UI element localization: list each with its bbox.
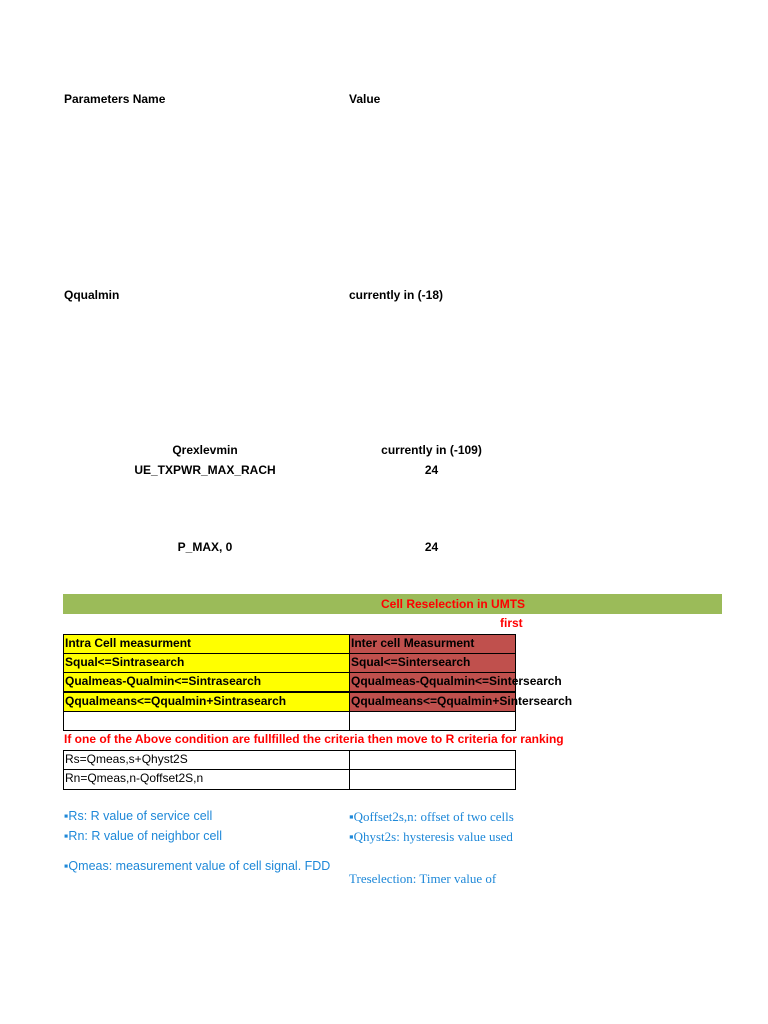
param-value-qqualmin: currently in (-18) xyxy=(349,288,444,302)
value-header: Value xyxy=(349,92,381,106)
inter-row-1: Squal<=Sintersearch xyxy=(349,653,516,673)
def-qhyst: ▪Qhyst2s: hysteresis value used xyxy=(349,829,513,844)
rn-empty-cell xyxy=(349,769,516,790)
param-value-qrexlevmin: currently in (-109) xyxy=(381,443,482,457)
empty-cell-left xyxy=(63,711,350,731)
banner-title: Cell Reselection in UMTS xyxy=(381,597,526,611)
intra-row-1: Squal<=Sintrasearch xyxy=(63,653,350,673)
def-qoffset: ▪Qoffset2s,n: offset of two cells xyxy=(349,809,514,824)
rs-formula-cell: Rs=Qmeas,s+Qhyst2S xyxy=(63,750,350,770)
param-value-p-max: 24 xyxy=(424,540,439,554)
inter-row-2: Qqualmeas-Qqualmin<=Sintersearch xyxy=(349,672,516,692)
intra-header-cell: Intra Cell measurment xyxy=(63,634,350,654)
def-qmeas: ▪Qmeas: measurement value of cell signal. FDD xyxy=(64,859,331,873)
intra-row-2: Qualmeas-Qualmin<=Sintrasearch xyxy=(63,672,350,692)
criteria-note: If one of the Above condition are fullfilled the criteria then move to R criteria for ranking xyxy=(64,732,564,746)
param-name-qrexlevmin: Qrexlevmin xyxy=(172,443,238,457)
param-name-qqualmin: Qqualmin xyxy=(64,288,120,302)
inter-header-cell: Inter cell Measurment xyxy=(349,634,516,654)
param-name-ue-txpwr: UE_TXPWR_MAX_RACH xyxy=(134,463,276,477)
rn-formula-cell: Rn=Qmeas,n-Qoffset2S,n xyxy=(63,769,350,790)
inter-row-3: Qqualmeans<=Qqualmin+Sintersearch xyxy=(349,692,516,712)
rs-empty-cell xyxy=(349,750,516,770)
param-value-ue-txpwr: 24 xyxy=(424,463,439,477)
banner-subtitle: first xyxy=(500,616,523,630)
def-rs: ▪Rs: R value of service cell xyxy=(64,809,213,823)
param-name-p-max: P_MAX, 0 xyxy=(177,540,233,554)
parameters-name-header: Parameters Name xyxy=(64,92,166,106)
def-treselection: Treselection: Timer value of xyxy=(349,871,497,886)
empty-cell-right xyxy=(349,711,516,731)
def-rn: ▪Rn: R value of neighbor cell xyxy=(64,829,222,843)
intra-row-3: Qqualmeans<=Qqualmin+Sintrasearch xyxy=(63,692,350,712)
